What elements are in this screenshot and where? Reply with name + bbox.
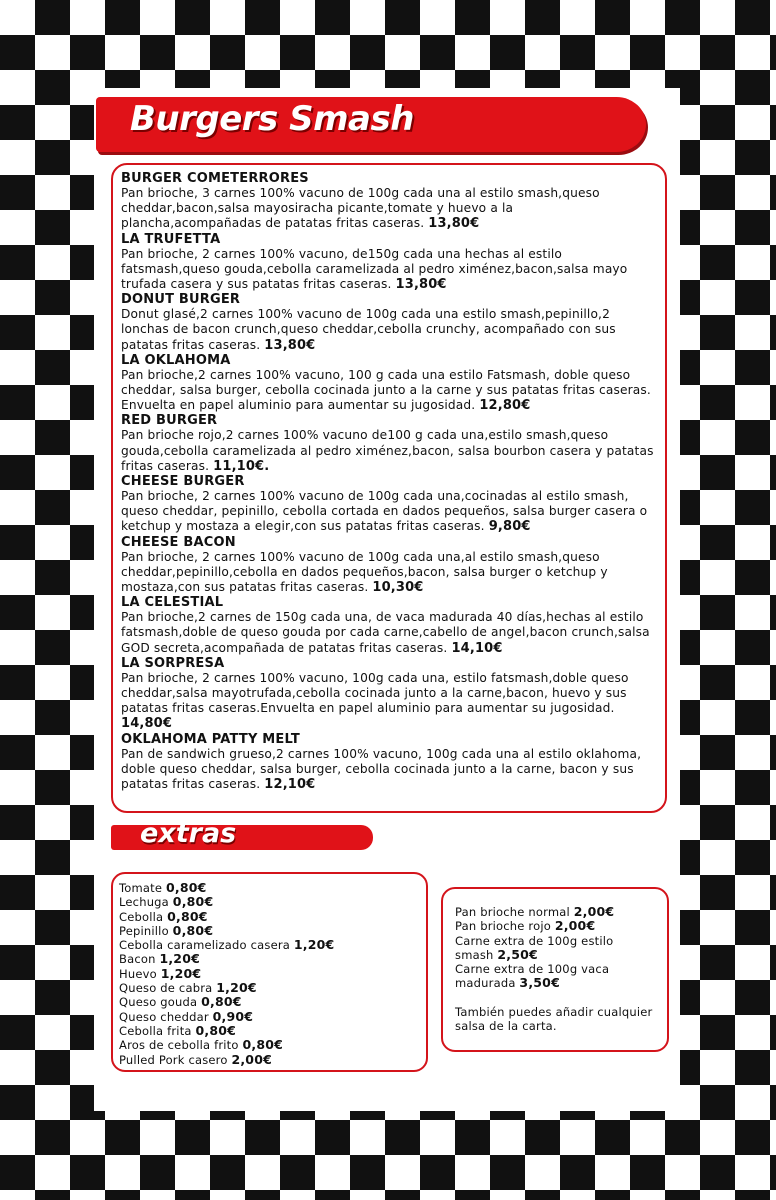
extras-list-box bbox=[111, 872, 428, 1072]
menu-item bbox=[121, 292, 657, 353]
extra-label: Lechuga bbox=[119, 895, 169, 910]
extra-label: Cebolla bbox=[119, 909, 164, 924]
item-price: 14,10€ bbox=[451, 640, 503, 656]
extra-label: Huevo bbox=[119, 966, 157, 981]
extras-title: extras bbox=[140, 818, 237, 849]
extra-price: 2,50€ bbox=[497, 946, 538, 962]
extra-item bbox=[119, 895, 420, 909]
extra-label: Cebolla frita bbox=[119, 1023, 192, 1038]
extra-item bbox=[119, 881, 420, 895]
item-name: LA OKLAHOMA bbox=[121, 352, 231, 368]
item-description bbox=[121, 610, 657, 656]
extra-price: 2,00€ bbox=[231, 1051, 272, 1067]
item-description bbox=[121, 186, 657, 232]
item-name: CHEESE BACON bbox=[121, 534, 236, 550]
menu-item bbox=[121, 595, 657, 656]
item-price: 13,80€ bbox=[428, 216, 480, 232]
item-price: 13,80€ bbox=[264, 337, 316, 353]
extra-label: Aros de cebolla frito bbox=[119, 1038, 239, 1053]
menu-item bbox=[121, 535, 657, 596]
item-desc-text: Pan de sandwich grueso,2 carnes 100% vacuno, 100g cada una al estilo oklahoma, doble queso cheddar, salsa burger, cebolla cocinada junto a la carne, bacon y sus patatas fritas caseras. bbox=[121, 746, 642, 792]
extra-label: Queso cheddar bbox=[119, 1009, 209, 1024]
extra-price: 0,80€ bbox=[167, 908, 208, 924]
extra-price: 1,20€ bbox=[159, 951, 200, 967]
item-name: LA CELESTIAL bbox=[121, 595, 224, 611]
item-price: 12,80€ bbox=[479, 398, 531, 414]
extra-price: 1,20€ bbox=[160, 965, 202, 981]
item-name: LA TRUFETTA bbox=[121, 231, 221, 247]
item-description bbox=[121, 550, 657, 596]
extra-price: 0,80€ bbox=[242, 1037, 284, 1053]
menu-item bbox=[121, 732, 657, 793]
item-description bbox=[121, 247, 657, 293]
item-price: 10,30€ bbox=[372, 580, 424, 596]
extra-item bbox=[455, 934, 655, 963]
item-description bbox=[121, 368, 657, 414]
extra-label: Carne extra de 100g estilo smash bbox=[455, 933, 614, 962]
item-price: 13,80€ bbox=[395, 277, 447, 293]
extra-item bbox=[119, 967, 420, 981]
item-description bbox=[121, 307, 657, 353]
extra-label: Queso de cabra bbox=[119, 981, 213, 996]
menu-item bbox=[121, 353, 657, 414]
extra-item bbox=[119, 938, 420, 952]
extra-label: Tomate bbox=[119, 881, 163, 895]
item-desc-text: Pan brioche,2 carnes de 150g cada una, de vaca madurada 40 días,hechas al estilo fatsmash,doble de queso gouda por cada carne,cabello de angel,bacon crunch,salsa GOD secreta,acompañada de patatas fritas caseras. bbox=[121, 610, 650, 655]
extra-price: 0,90€ bbox=[212, 1008, 254, 1024]
extra-item bbox=[119, 981, 420, 995]
item-name: CHEESE BURGER bbox=[121, 474, 245, 490]
item-desc-text: Pan brioche, 2 carnes 100% vacuno, 100g cada una, estilo fatsmash,doble queso cheddar,salsa mayotrufada,cebolla cocinada junto a la carne,bacon, huevo y sus patatas fritas caseras.Envuelta en papel aluminio para aumentar su jugosidad. bbox=[121, 670, 629, 716]
extra-price: 2,00€ bbox=[573, 904, 615, 919]
item-name: DONUT BURGER bbox=[121, 292, 241, 308]
item-price: 14,80€ bbox=[121, 716, 173, 732]
item-description bbox=[121, 489, 657, 535]
item-price: 12,10€ bbox=[264, 777, 316, 793]
item-desc-text: Pan brioche,2 carnes 100% vacuno, 100 g cada una estilo Fatsmash, doble queso cheddar, salsa burger, cebolla cocinada junto a la carne y sus patatas fritas caseras. Envuelta en papel aluminio para aumentar su jugosidad. bbox=[121, 367, 651, 413]
extras-bread-box bbox=[441, 887, 669, 1052]
extra-label: Pan brioche rojo bbox=[455, 919, 551, 934]
menu-item bbox=[121, 656, 657, 732]
burger-menu-box bbox=[111, 163, 667, 813]
extra-item bbox=[455, 962, 655, 991]
extra-item bbox=[119, 1053, 420, 1067]
item-description bbox=[121, 671, 657, 732]
extra-label: Pan brioche normal bbox=[455, 905, 570, 919]
extra-price: 3,50€ bbox=[519, 975, 560, 991]
item-desc-text: Pan brioche rojo,2 carnes 100% vacuno de100 g cada una,estilo smash,queso gouda,cebolla caramelizada al pedro ximénez,bacon, salsa bourbon casera y patatas fritas caseras. bbox=[121, 428, 654, 473]
extra-label: Carne extra de 100g vaca madurada bbox=[455, 962, 610, 991]
extra-item bbox=[455, 905, 655, 919]
extra-price: 0,80€ bbox=[201, 994, 242, 1010]
extra-label: Queso gouda bbox=[119, 995, 198, 1010]
item-desc-text: Pan brioche, 2 carnes 100% vacuno, de150g cada una hechas al estilo fatsmash,queso gouda,cebolla caramelizada al pedro ximénez,bacon,salsa mayo trufada casera y sus patatas fritas caseras. bbox=[121, 246, 628, 292]
item-description bbox=[121, 428, 657, 474]
item-desc-text: Pan brioche, 2 carnes 100% vacuno de 100g cada una,cocinadas al estilo smash, queso cheddar, pepinillo, cebolla cortada en dados pequeños, salsa burger casera o ketchup y mostaza a elegir,con sus patatas fritas caseras. bbox=[121, 489, 648, 534]
extra-label: Cebolla caramelizado casera bbox=[119, 938, 291, 953]
extra-price: 1,20€ bbox=[293, 937, 335, 953]
menu-item bbox=[121, 171, 657, 232]
item-name: LA SORPRESA bbox=[121, 655, 225, 671]
item-price: 9,80€ bbox=[488, 519, 531, 535]
item-price: 11,10€. bbox=[213, 458, 270, 474]
menu-item bbox=[121, 232, 657, 293]
menu-item bbox=[121, 474, 657, 535]
extra-price: 0,80€ bbox=[166, 880, 207, 895]
extra-item bbox=[119, 1024, 420, 1038]
extra-label: Pepinillo bbox=[119, 923, 169, 938]
extra-item bbox=[119, 1010, 420, 1024]
item-description bbox=[121, 747, 657, 793]
extra-label: Pulled Pork casero bbox=[119, 1052, 228, 1067]
sauce-note: También puedes añadir cualquier salsa de la carta. bbox=[455, 1004, 653, 1034]
item-desc-text: Pan brioche, 3 carnes 100% vacuno de 100g cada una al estilo smash,queso cheddar,bacon,salsa mayosiracha picante,tomate y huevo a la plancha,acompañadas de patatas fritas caseras. bbox=[121, 186, 600, 231]
extra-item bbox=[119, 924, 420, 938]
item-desc-text: Pan brioche, 2 carnes 100% vacuno de 100g cada una,al estilo smash,queso cheddar,pepinillo,cebolla en dados pequeños,bacon, salsa burger o ketchup y mostaza,con sus patatas fritas caseras. bbox=[121, 549, 608, 595]
extra-label: Bacon bbox=[119, 952, 156, 967]
item-name: BURGER COMETERRORES bbox=[121, 171, 309, 186]
extra-item bbox=[119, 995, 420, 1009]
extra-price: 0,80€ bbox=[172, 894, 214, 910]
extra-price: 0,80€ bbox=[172, 922, 214, 938]
extra-item bbox=[119, 910, 420, 924]
menu-item bbox=[121, 413, 657, 474]
extra-item bbox=[455, 919, 655, 933]
item-desc-text: Donut glasé,2 carnes 100% vacuno de 100g cada una estilo smash,pepinillo,2 lonchas de bacon crunch,queso cheddar,cebolla crunchy, acompañado con sus patatas fritas caseras. bbox=[121, 307, 616, 352]
item-name: RED BURGER bbox=[121, 413, 218, 429]
extra-item bbox=[119, 1038, 420, 1052]
extra-price: 2,00€ bbox=[554, 918, 596, 934]
item-name: OKLAHOMA PATTY MELT bbox=[121, 731, 300, 747]
page-title: Burgers Smash bbox=[130, 99, 414, 139]
extra-price: 1,20€ bbox=[216, 980, 257, 996]
extra-price: 0,80€ bbox=[195, 1022, 237, 1038]
extra-item bbox=[119, 952, 420, 966]
